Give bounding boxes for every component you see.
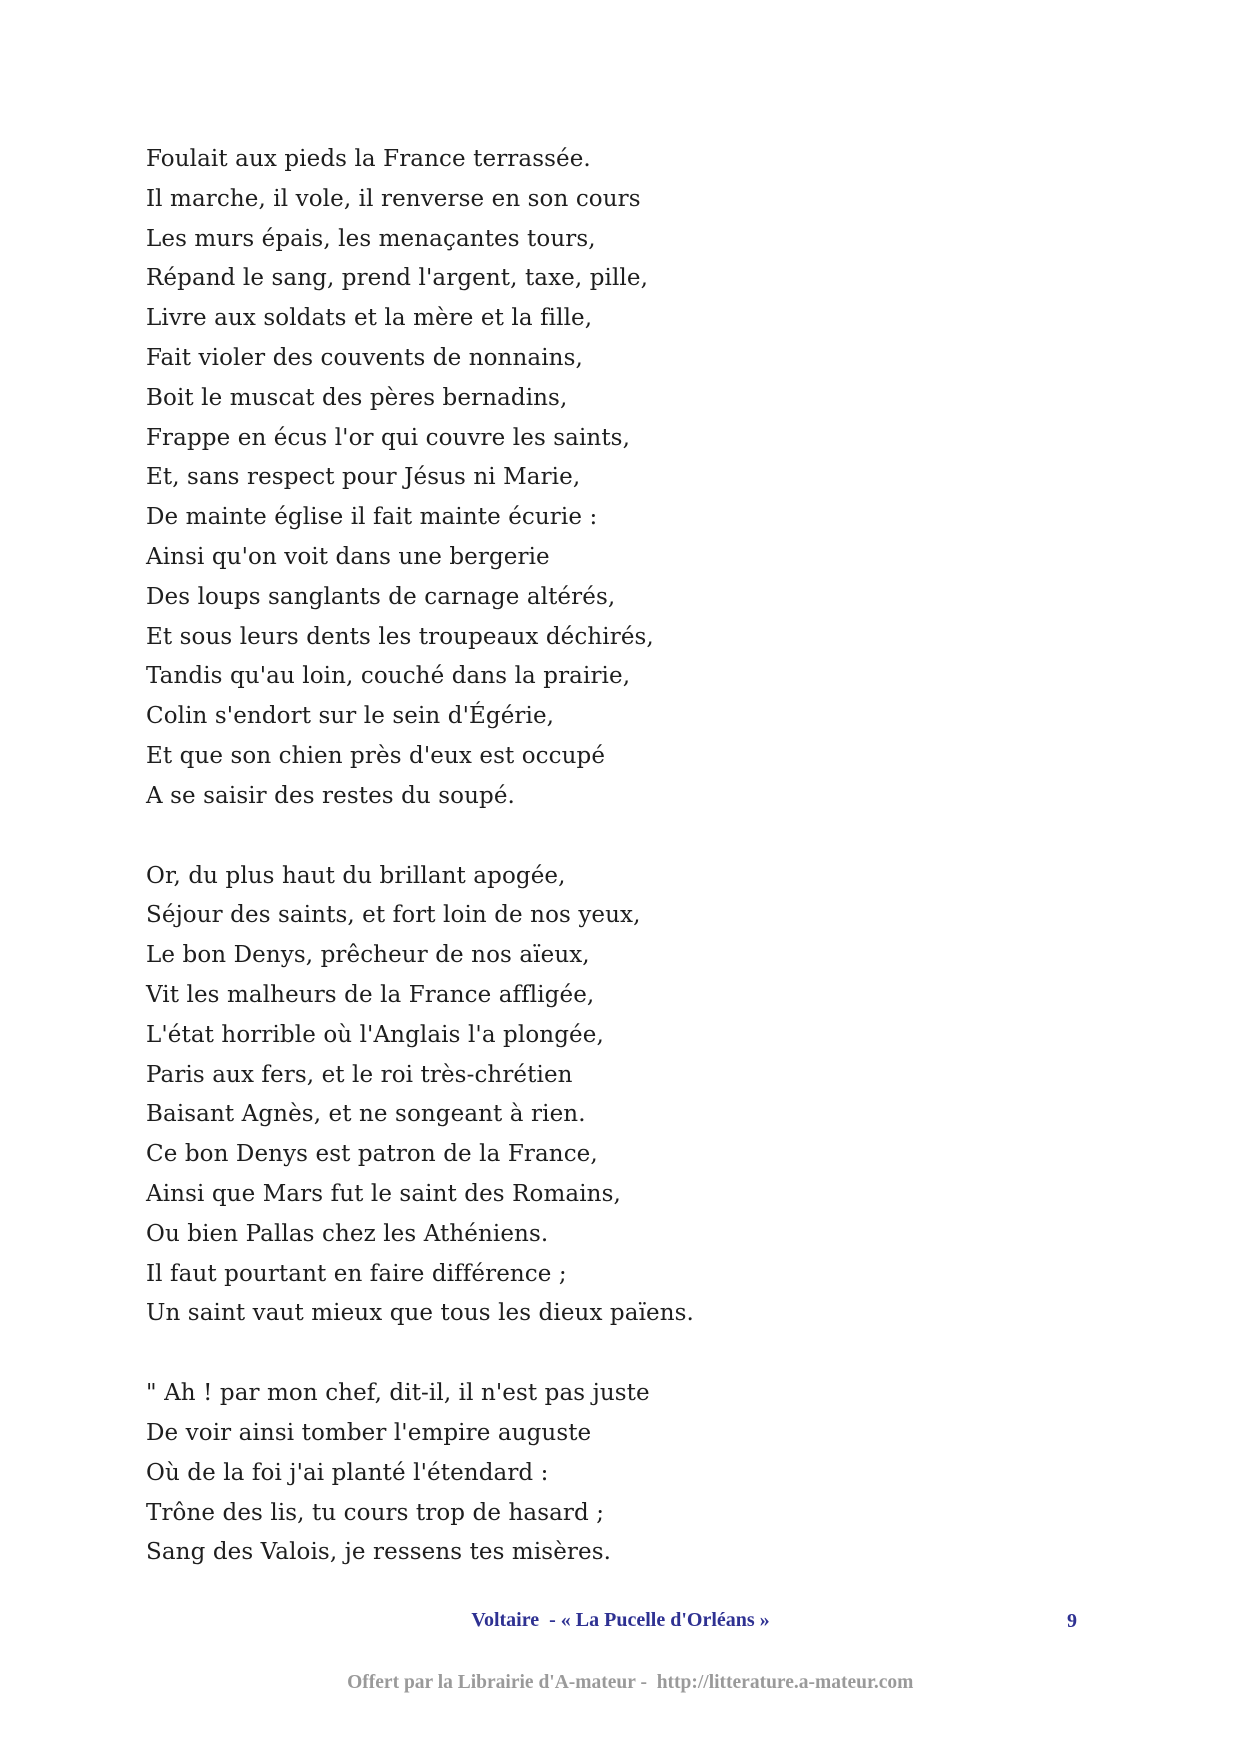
- poem-line: Et, sans respect pour Jésus ni Marie,: [146, 464, 581, 491]
- poem-line: Vit les malheurs de la France affligée,: [146, 981, 595, 1008]
- poem-line: Tandis qu'au loin, couché dans la prairie,: [146, 663, 631, 690]
- poem-line: Ainsi qu'on voit dans une bergerie: [146, 543, 550, 570]
- poem-line: Ainsi que Mars fut le saint des Romains,: [146, 1180, 621, 1207]
- poem-line: Il faut pourtant en faire différence ;: [146, 1260, 567, 1287]
- poem-line: Livre aux soldats et la mère et la fille,: [146, 305, 593, 332]
- poem-line: Fait violer des couvents de nonnains,: [146, 344, 583, 371]
- poem-line: Colin s'endort sur le sein d'Égérie,: [146, 703, 555, 730]
- stanza: [146, 140, 694, 817]
- footer-credit: [0, 1644, 1241, 1722]
- poem-line: Sang des Valois, je ressens tes misères.: [146, 1539, 612, 1566]
- poem-line: De mainte église il fait mainte écurie :: [146, 504, 598, 531]
- poem-line: Frappe en écus l'or qui couvre les saints,: [146, 424, 630, 451]
- poem-line: Or, du plus haut du brillant apogée,: [146, 862, 566, 889]
- poem-line: L'état horrible où l'Anglais l'a plongée,: [146, 1021, 604, 1048]
- poem-line: Boit le muscat des pères bernadins,: [146, 384, 568, 411]
- poem-line: Et que son chien près d'eux est occupé: [146, 742, 606, 769]
- poem-body: [146, 140, 694, 1573]
- poem-line: Paris aux fers, et le roi très-chrétien: [146, 1061, 573, 1088]
- stanza: [146, 1374, 694, 1573]
- poem-line: Ce bon Denys est patron de la France,: [146, 1141, 598, 1168]
- poem-line: Et sous leurs dents les troupeaux déchirés,: [146, 623, 654, 650]
- poem-line: Un saint vaut mieux que tous les dieux païens.: [146, 1300, 694, 1327]
- poem-line: Répand le sang, prend l'argent, taxe, pille,: [146, 265, 649, 292]
- footer-title: Voltaire - « La Pucelle d'Orléans »: [471, 1609, 770, 1631]
- stanza: [146, 857, 694, 1335]
- poem-line: Baisant Agnès, et ne songeant à rien.: [146, 1101, 586, 1128]
- poem-line: " Ah ! par mon chef, dit-il, il n'est pas juste: [146, 1380, 650, 1407]
- poem-line: Trône des lis, tu cours trop de hasard ;: [146, 1499, 605, 1526]
- poem-line: A se saisir des restes du soupé.: [146, 782, 515, 809]
- poem-line: Les murs épais, les menaçantes tours,: [146, 225, 596, 252]
- poem-line: Il marche, il vole, il renverse en son cours: [146, 185, 641, 212]
- poem-line: Où de la foi j'ai planté l'étendard :: [146, 1459, 549, 1486]
- footer-credit-text: Offert par la Librairie d'A-mateur -: [347, 1672, 657, 1693]
- poem-line: Des loups sanglants de carnage altérés,: [146, 583, 616, 610]
- poem-line: Séjour des saints, et fort loin de nos yeux,: [146, 902, 641, 929]
- page-number: 9: [1067, 1610, 1077, 1632]
- poem-line: Foulait aux pieds la France terrassée.: [146, 146, 591, 172]
- footer-credit-link[interactable]: http://litterature.a-mateur.com: [656, 1672, 914, 1693]
- poem-line: Le bon Denys, prêcheur de nos aïeux,: [146, 942, 590, 969]
- poem-line: Ou bien Pallas chez les Athéniens.: [146, 1220, 549, 1247]
- poem-line: De voir ainsi tomber l'empire auguste: [146, 1419, 592, 1446]
